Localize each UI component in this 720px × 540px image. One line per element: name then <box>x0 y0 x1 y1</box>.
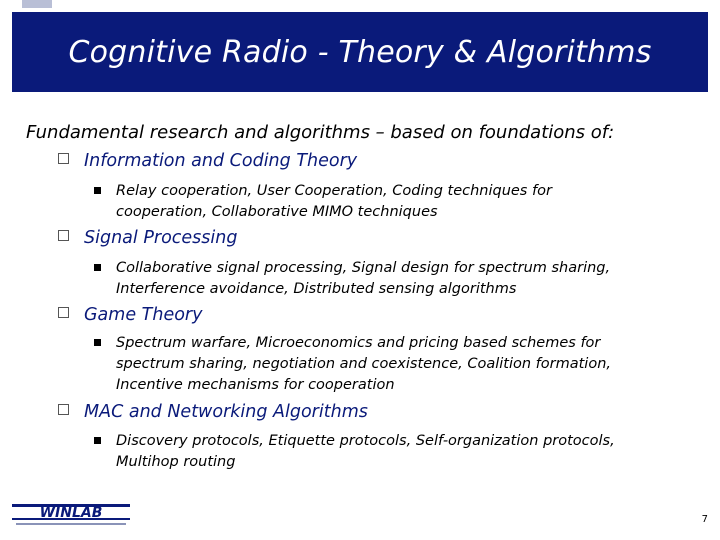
section-heading-text: MAC and Networking Algorithms <box>84 402 368 422</box>
section-heading <box>58 228 237 248</box>
intro-text: Fundamental research and algorithms – based on foundations of: <box>26 122 615 143</box>
box-bullet-icon <box>58 404 69 415</box>
title-bar <box>12 12 708 92</box>
section-detail-text: Spectrum warfare, Microeconomics and pricing based schemes for spectrum sharing, negotiation and coexistence, Coalition formation, Incentive mechanisms for cooperation <box>116 335 612 393</box>
section-detail <box>94 431 694 473</box>
section-detail-text: Collaborative signal processing, Signal design for spectrum sharing, Interference avoidance, Distributed sensing algorithms <box>116 260 611 297</box>
section-heading-text: Information and Coding Theory <box>84 151 358 171</box>
square-bullet-icon <box>94 264 101 271</box>
section-detail <box>94 333 694 396</box>
square-bullet-icon <box>94 437 101 444</box>
section-detail-text: Discovery protocols, Etiquette protocols, Self-organization protocols, Multihop routing <box>116 433 615 470</box>
section-detail <box>94 181 694 223</box>
corner-mark <box>22 0 52 8</box>
section-heading <box>58 151 357 171</box>
box-bullet-icon <box>58 307 69 318</box>
square-bullet-icon <box>94 339 101 346</box>
slide-title: Cognitive Radio - Theory & Algorithms <box>68 34 652 70</box>
section-detail-text: Relay cooperation, User Cooperation, Coding techniques for cooperation, Collaborative MIMO techniques <box>116 183 552 220</box>
section-heading <box>58 402 368 422</box>
logo-text: WINLAB <box>39 505 103 521</box>
section-heading-text: Signal Processing <box>84 228 238 248</box>
box-bullet-icon <box>58 153 69 164</box>
section-detail <box>94 258 694 300</box>
section-heading <box>58 305 202 325</box>
section-heading-text: Game Theory <box>84 305 203 325</box>
box-bullet-icon <box>58 230 69 241</box>
square-bullet-icon <box>94 187 101 194</box>
page-number: 7 <box>701 514 708 525</box>
winlab-logo <box>12 500 130 530</box>
